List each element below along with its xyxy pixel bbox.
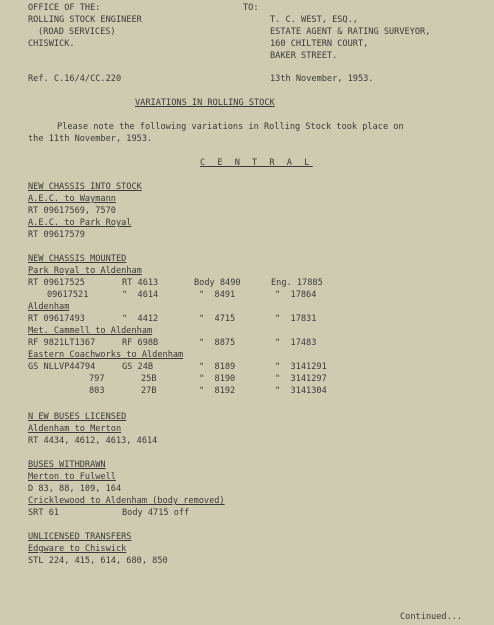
section-buses-withdrawn: BUSES WITHDRAWN [28, 460, 106, 470]
letter-date: 13th November, 1953. [270, 74, 374, 84]
s2-sub-3: Met. Cammell to Aldenham [28, 326, 153, 336]
from-line-1: ROLLING STOCK ENGINEER [28, 15, 142, 25]
s2-sub-1: Park Royal to Aldenham [28, 266, 142, 276]
document-title: VARIATIONS IN ROLLING STOCK [135, 98, 275, 108]
continued-note: Continued... [400, 612, 463, 622]
intro-line-1: Please note the following variations in Rolling Stock took place on [57, 122, 404, 132]
s3-sub-1: Aldenham to Merton [28, 424, 122, 434]
from-label: OFFICE OF THE: [28, 3, 101, 13]
s2-sub-2: Aldenham [28, 302, 70, 312]
table-row-body: " 8875 [199, 338, 236, 348]
table-row: 09617521 [47, 290, 89, 300]
table-row-fleet: 27B [141, 386, 157, 396]
table-row-fleet: " 4614 [122, 290, 159, 300]
table-row: RT 09617525 [28, 278, 85, 288]
table-row-fleet: RF 698B [122, 338, 159, 348]
table-row-fleet: " 4412 [122, 314, 159, 324]
table-row-engine: " 3141297 [275, 374, 327, 384]
s1-sub-1: A.E.C. to Waymann [28, 194, 116, 204]
table-row-fleet: RT 4613 [122, 278, 159, 288]
s5-sub-1: Edgware to Chiswick [28, 544, 127, 554]
to-label: TO: [243, 3, 259, 13]
region-heading: C E N T R A L [200, 158, 313, 168]
s1-sub-2: A.E.C. to Park Royal [28, 218, 132, 228]
to-line-2: ESTATE AGENT & RATING SURVEYOR, [270, 27, 431, 37]
table-row-engine: " 17831 [275, 314, 317, 324]
table-row-fleet: 25B [141, 374, 157, 384]
s2-sub-4: Eastern Coachworks to Aldenham [28, 350, 184, 360]
table-row: 797 [89, 374, 105, 384]
table-row-engine: " 17483 [275, 338, 317, 348]
from-line-3: CHISWICK. [28, 39, 75, 49]
table-row-engine: " 3141291 [275, 362, 327, 372]
section-new-chassis-into-stock: NEW CHASSIS INTO STOCK [28, 182, 142, 192]
table-row: GS NLLVP44794 [28, 362, 96, 372]
table-row-engine: " 17864 [275, 290, 317, 300]
table-row-fleet: GS 24B [122, 362, 154, 372]
s1-line-2: RT 09617579 [28, 230, 85, 240]
reference: Ref. C.16/4/CC.220 [28, 74, 122, 84]
table-row: RT 09617493 [28, 314, 85, 324]
table-row-body: " 8189 [199, 362, 236, 372]
table-row: RF 9821LT1367 [28, 338, 96, 348]
section-new-buses-licensed: N EW BUSES LICENSED [28, 412, 127, 422]
table-row: 803 [89, 386, 105, 396]
s4-line-2b: Body 4715 off [122, 508, 190, 518]
from-line-2: (ROAD SERVICES) [38, 27, 116, 37]
section-new-chassis-mounted: NEW CHASSIS MOUNTED [28, 254, 127, 264]
table-row-body: " 4715 [199, 314, 236, 324]
table-row-body: Body 8490 [194, 278, 241, 288]
s3-line-1: RT 4434, 4612, 4613, 4614 [28, 436, 158, 446]
table-row-body: " 8190 [199, 374, 236, 384]
intro-line-2: the 11th November, 1953. [28, 134, 153, 144]
to-line-3: 160 CHILTERN COURT, [270, 39, 369, 49]
to-line-4: BAKER STREET. [270, 51, 338, 61]
section-unlicensed-transfers: UNLICENSED TRANSFERS [28, 532, 132, 542]
table-row-engine: " 3141304 [275, 386, 327, 396]
table-row-body: " 8192 [199, 386, 236, 396]
table-row-body: " 8491 [199, 290, 236, 300]
s4-sub-2: Cricklewood to Aldenham (body removed) [28, 496, 225, 506]
s5-line-1: STL 224, 415, 614, 680, 850 [28, 556, 168, 566]
table-row-engine: Eng. 17885 [271, 278, 323, 288]
s4-line-1: D 83, 88, 109, 164 [28, 484, 122, 494]
s4-line-2a: SRT 61 [28, 508, 60, 518]
s1-line-1: RT 09617569, 7570 [28, 206, 116, 216]
to-line-1: T. C. WEST, ESQ., [270, 15, 358, 25]
s4-sub-1: Merton to Fulwell [28, 472, 116, 482]
